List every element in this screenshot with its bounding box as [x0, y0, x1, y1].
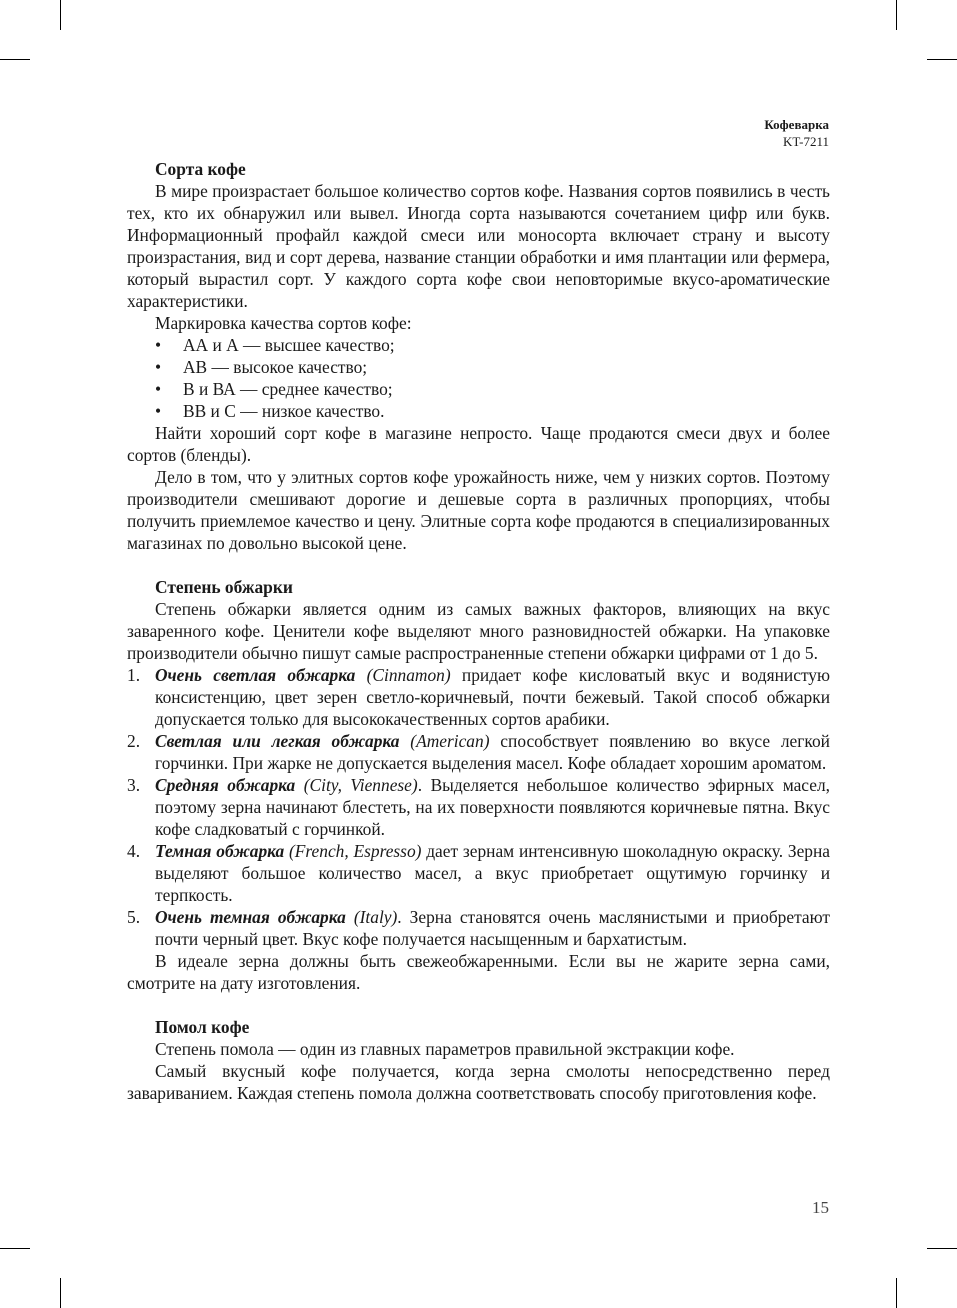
paragraph-roast-outro: В идеале зерна должны быть свежеобжаренными. Если вы не жарите зерна сами, смотрите на дату изготовления.: [127, 951, 830, 993]
running-head-title: Кофеварка: [764, 117, 829, 132]
list-item: 5. Очень темная обжарка (Italy). Зерна становятся очень маслянистыми и приобретают почти черный цвет. Вкус кофе получается насыщенным и бархатистым.: [127, 907, 830, 949]
page-number: 15: [812, 1198, 829, 1217]
crop-mark: [0, 1248, 30, 1249]
grade-list: [127, 334, 830, 422]
bullet-marker: •: [155, 335, 162, 355]
crop-mark: [60, 0, 61, 30]
running-head: [764, 116, 829, 150]
crop-mark: [927, 1248, 957, 1249]
bullet-marker: •: [155, 401, 162, 421]
section-spacer: [127, 554, 830, 576]
list-item: • АВ — высокое качество;: [155, 357, 368, 377]
paragraph-roast-intro: Степень обжарки является одним из самых важных факторов, влияющих на вкус заваренного кофе. Ценители кофе выделяют много разновидностей обжарки. На упаковке производители обычно пишут самые распространенные степени обжарки цифрами от 1 до 5.: [127, 599, 830, 663]
list-item: • ВВ и С — низкое качество.: [155, 401, 385, 421]
paragraph-marking-label: Маркировка качества сортов кофе:: [155, 313, 412, 333]
roast-level-list: [127, 664, 830, 950]
crop-mark: [60, 1278, 61, 1308]
page-body: [127, 158, 830, 1104]
running-head-model: KT-7211: [783, 134, 829, 149]
paragraph-varieties-blends: Найти хороший сорт кофе в магазине непросто. Чаще продаются смеси двух и более сортов (бленды).: [127, 423, 830, 465]
list-item: 1. Очень светлая обжарка (Cinnamon) придает кофе кисловатый вкус и водянистую консистенцию, цвет зерен светло-коричневый, почти бежевый. Такой способ обжарки допускается только для высококачественных сортов арабики.: [127, 665, 830, 729]
crop-mark: [896, 1278, 897, 1308]
bullet-marker: •: [155, 357, 162, 377]
list-item: • В и ВА — среднее качество;: [155, 379, 393, 399]
list-item: • АА и А — высшее качество;: [155, 335, 395, 355]
paragraph-grind-2: Самый вкусный кофе получается, когда зерна смолоты непосредственно перед завариванием. Каждая степень помола должна соответствовать способу приготовления кофе.: [127, 1061, 830, 1103]
section-spacer: [127, 994, 830, 1016]
crop-mark: [0, 59, 30, 60]
crop-mark: [927, 59, 957, 60]
section-heading-varieties: Сорта кофе: [155, 159, 246, 179]
section-heading-grind: Помол кофе: [155, 1017, 250, 1037]
bullet-marker: •: [155, 379, 162, 399]
paragraph-grind-1: Степень помола — один из главных параметров правильной экстракции кофе.: [155, 1039, 735, 1059]
list-item: 4. Темная обжарка (French, Espresso) дает зернам интенсивную шоколадную окраску. Зерна выделяют большое количество масел, а вкус приобретает ощутимую горчинку и терпкость.: [127, 841, 831, 905]
list-item: 2. Светлая или легкая обжарка (American) способствует появлению во вкусе легкой горчинки. При жарке не допускается выделения масел. Кофе обладает хорошим ароматом.: [127, 731, 830, 773]
section-heading-roast: Степень обжарки: [155, 577, 293, 597]
paragraph-varieties-elite: Дело в том, что у элитных сортов кофе урожайность ниже, чем у низких сортов. Поэтому производители смешивают дорогие и дешевые сорта в различных пропорциях, чтобы получить приемлемое качество и цену. Элитные сорта кофе продаются в специализированных магазинах по довольно высокой цене.: [127, 467, 830, 553]
list-item: 3. Средняя обжарка (City, Viennese). Выделяется небольшое количество эфирных масел, поэтому зерна начинают блестеть, на их поверхности появляются коричневые пятна. Вкус кофе сладковатый с горчинкой.: [127, 775, 830, 839]
crop-mark: [896, 0, 897, 30]
paragraph-varieties-intro: В мире произрастает большое количество сортов кофе. Названия сортов появились в честь тех, кто их обнаружил или вывел. Иногда сорта называются сочетанием цифр или букв. Информационный профайл каждой смеси или моносорта включает страну и высоту произрастания, вид и сорт дерева, название станции обработки и имя плантации или фермера, который вырастил сорт. У каждого сорта кофе свои неповторимые вкусо-ароматические характеристики.: [127, 181, 830, 311]
